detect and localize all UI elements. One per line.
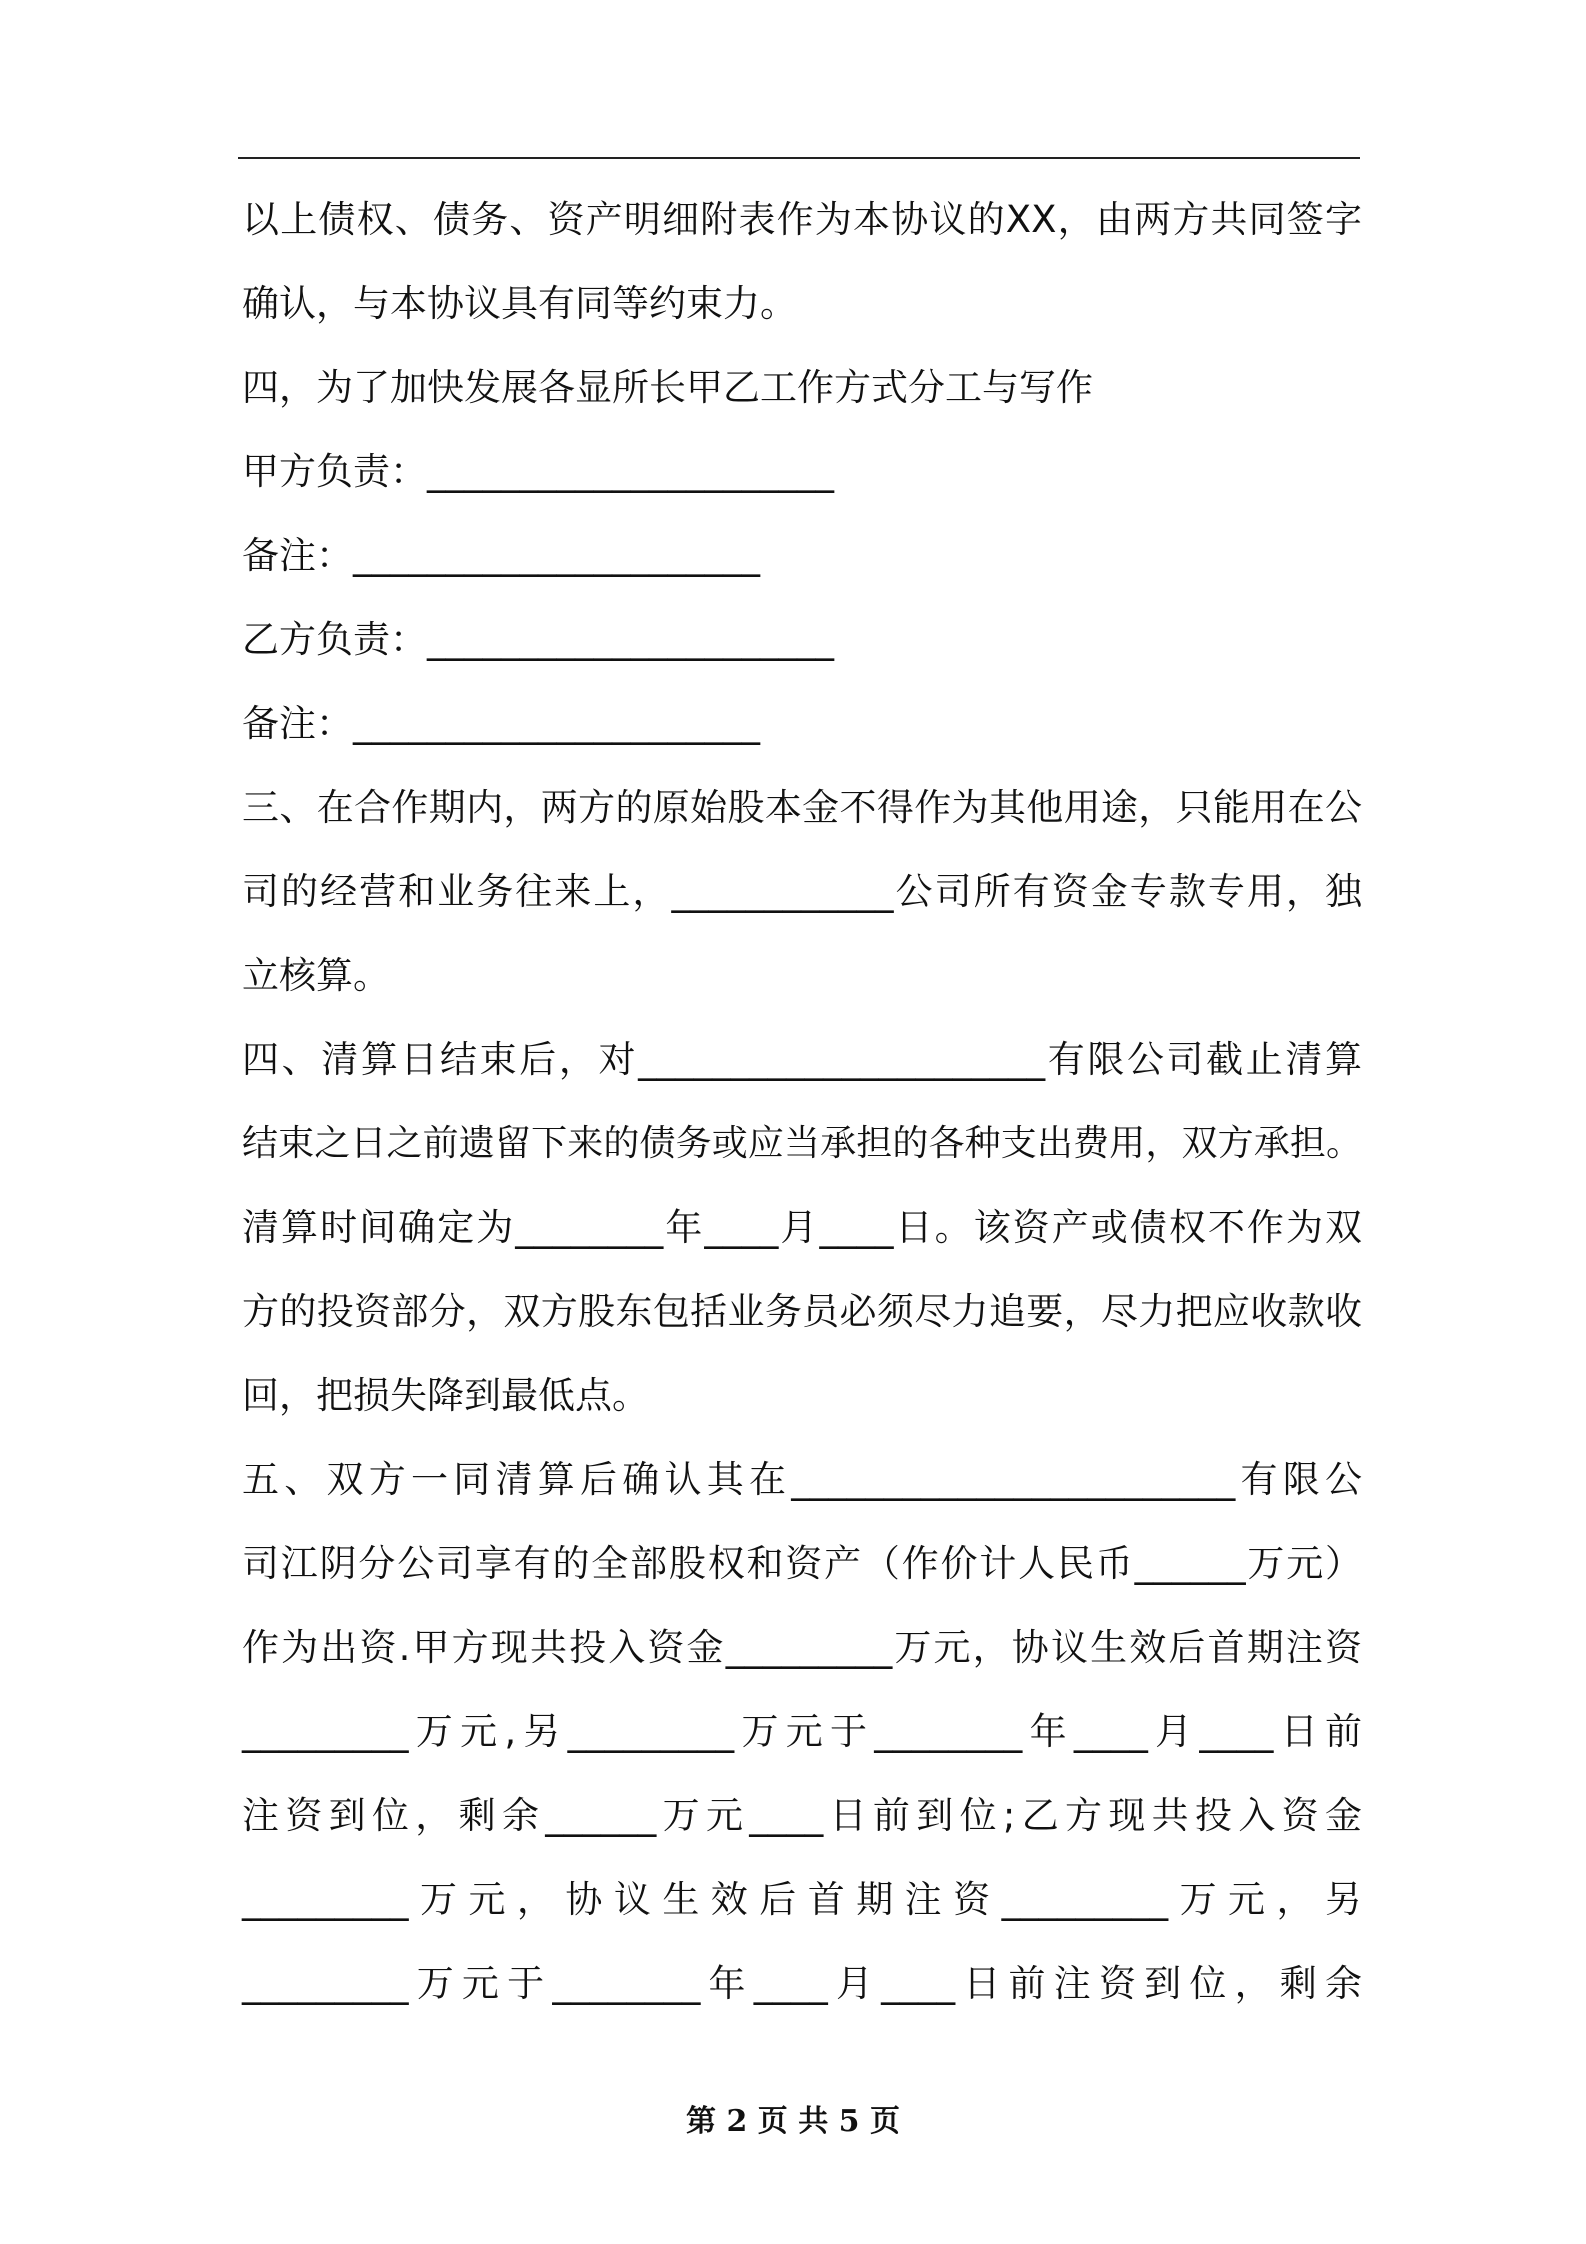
text-line: 回，把损失降到最低点。 (242, 1374, 649, 1417)
text-line: 备注：______________________ (242, 534, 760, 577)
text-line: _________万元,另_________万元于________年____月____日前 (242, 1710, 1362, 1753)
text-line: _________万元，协议生效后首期注资_________万元，另 (242, 1878, 1362, 1921)
text-line: 作为出资.甲方现共投入资金_________万元，协议生效后首期注资 (242, 1626, 1362, 1669)
text-line: 四，为了加快发展各显所长甲乙工作方式分工与写作 (242, 366, 1093, 409)
text-line: 甲方负责：______________________ (242, 450, 834, 493)
text-line: 四、清算日结束后，对______________________有限公司截止清算 (242, 1038, 1362, 1081)
text-line: _________万元于________年____月____日前注资到位，剩余 (242, 1962, 1362, 2005)
text-line: 司的经营和业务往来上，____________公司所有资金专款专用，独 (242, 870, 1362, 913)
text-line: 备注：______________________ (242, 702, 760, 745)
text-line: 注资到位，剩余______万元____日前到位;乙方现共投入资金 (242, 1794, 1362, 1837)
text-line: 司江阴分公司享有的全部股权和资产（作价计人民币______万元） (242, 1542, 1362, 1585)
text-line: 确认，与本协议具有同等约束力。 (242, 282, 797, 325)
text-line: 结束之日之前遗留下来的债务或应当承担的各种支出费用，双方承担。 (242, 1123, 1362, 1164)
text-line: 清算时间确定为________年____月____日。该资产或债权不作为双 (242, 1206, 1362, 1249)
text-line: 五、双方一同清算后确认其在________________________有限公 (242, 1458, 1362, 1501)
text-line: 乙方负责：______________________ (242, 618, 834, 661)
header-rule (238, 157, 1360, 159)
page-number-footer: 第 2 页 共 5 页 (686, 2104, 900, 2139)
text-line: 立核算。 (242, 954, 390, 997)
text-line: 三、在合作期内，两方的原始股本金不得作为其他用途，只能用在公 (242, 786, 1362, 829)
text-line: 方的投资部分，双方股东包括业务员必须尽力追要，尽力把应收款收 (242, 1290, 1362, 1333)
text-line: 以上债权、债务、资产明细附表作为本协议的XX，由两方共同签字 (242, 198, 1362, 241)
